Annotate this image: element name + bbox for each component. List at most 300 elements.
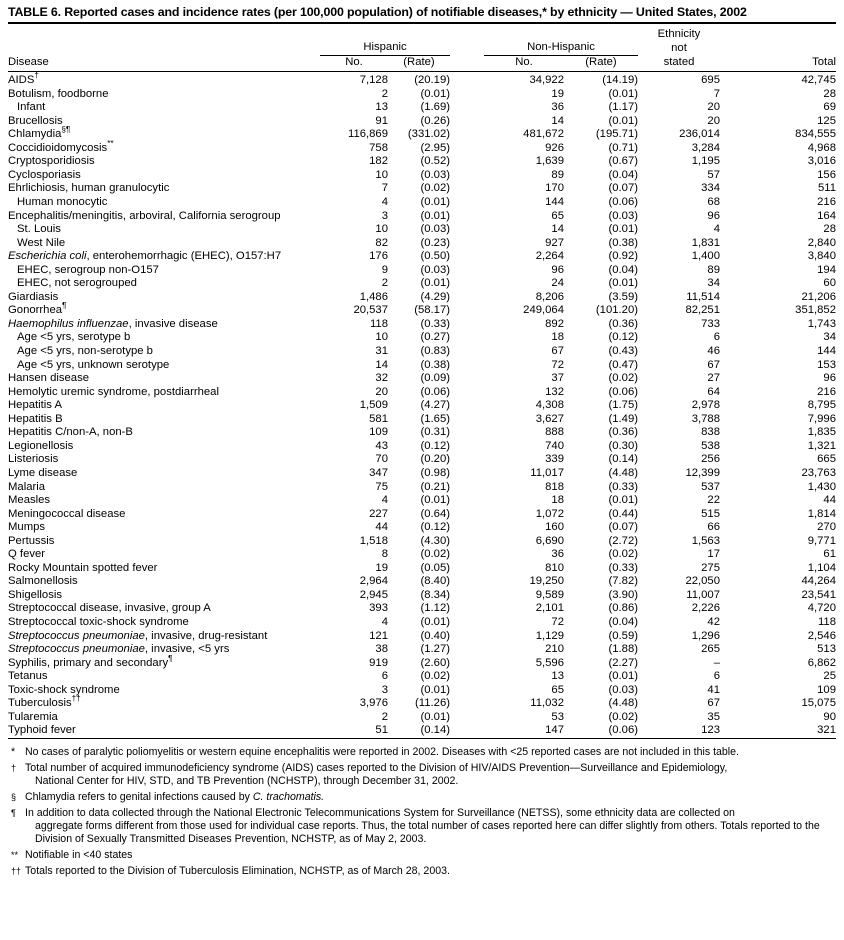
spacer-cell <box>450 250 484 264</box>
table-row <box>8 413 836 427</box>
non-hispanic-no-cell: 11,032 <box>530 697 564 710</box>
hispanic-rate-cell: (0.03) <box>420 263 450 276</box>
ethnicity-not-stated-cell: 67 <box>707 697 720 710</box>
column-header-non-hispanic-no: No. <box>515 55 533 68</box>
footnote-text: Notifiable in <40 states <box>25 848 133 861</box>
non-hispanic-no-cell: 65 <box>551 209 564 222</box>
total-cell: 90 <box>823 710 836 723</box>
ethnicity-not-stated-cell: 275 <box>701 561 720 574</box>
table-body <box>8 71 836 738</box>
disease-name-cell: Tularemia <box>8 710 58 723</box>
hispanic-no-cell: 1,486 <box>359 290 388 303</box>
ethnicity-not-stated-cell: 236,014 <box>679 128 720 141</box>
hispanic-no-cell: 4 <box>381 615 388 628</box>
non-hispanic-rate-cell: (0.38) <box>608 236 638 249</box>
hispanic-rate-cell: (0.05) <box>420 561 450 574</box>
total-cell: 164 <box>817 209 836 222</box>
group-header-hispanic: Hispanic <box>320 41 450 55</box>
non-hispanic-no-cell: 6,690 <box>535 534 564 547</box>
table-row <box>8 88 836 102</box>
hispanic-no-cell: 38 <box>375 643 388 656</box>
footnote-marker: ¶ <box>11 807 16 818</box>
ethnicity-not-stated-line2: not <box>671 41 687 54</box>
hispanic-no-cell: 2,945 <box>359 588 388 601</box>
disease-name-cell: Giardiasis <box>8 290 59 303</box>
hispanic-no-cell: 109 <box>369 426 388 439</box>
disease-name-cell: Salmonellosis <box>8 575 78 588</box>
spacer-cell <box>450 657 484 671</box>
table-row <box>8 115 836 129</box>
spacer-cell <box>450 237 484 251</box>
ethnicity-not-stated-cell: 334 <box>701 182 720 195</box>
ethnicity-not-stated-cell: 1,195 <box>691 155 720 168</box>
hispanic-no-cell: 14 <box>375 358 388 371</box>
column-header-row <box>8 55 836 69</box>
non-hispanic-no-cell: 53 <box>551 710 564 723</box>
spacer-cell <box>450 128 484 142</box>
spacer-cell <box>450 548 484 562</box>
non-hispanic-no-cell: 18 <box>551 331 564 344</box>
non-hispanic-rate-cell: (2.27) <box>608 656 638 669</box>
non-hispanic-no-cell: 160 <box>545 521 564 534</box>
table-header <box>8 24 836 74</box>
disease-name-cell: Escherichia coli, enterohemorrhagic (EHEC), O157:H7 <box>8 250 282 263</box>
table-row <box>8 399 836 413</box>
table-row <box>8 684 836 698</box>
spacer-cell <box>450 372 484 386</box>
spacer-cell <box>450 521 484 535</box>
non-hispanic-rate-cell: (4.48) <box>608 697 638 710</box>
non-hispanic-no-cell: 72 <box>551 615 564 628</box>
spacer-cell <box>450 399 484 413</box>
total-cell: 34 <box>823 331 836 344</box>
ethnicity-not-stated-cell: 67 <box>707 358 720 371</box>
ethnicity-not-stated-cell: 1,563 <box>691 534 720 547</box>
non-hispanic-no-cell: 888 <box>545 426 564 439</box>
hispanic-rate-cell: (0.14) <box>420 724 450 737</box>
footnote-text: Total number of acquired immunodeficiency syndrome (AIDS) cases reported to the Division of HIV/AIDS Prevention—Surveillance and Epidemiology, National Center for HIV, STD, and TB Prevention (NCHSTP), through December 31, 2002. <box>25 762 836 788</box>
non-hispanic-no-cell: 36 <box>551 101 564 114</box>
hispanic-rate-cell: (0.01) <box>420 209 450 222</box>
ethnicity-not-stated-cell: 515 <box>701 507 720 520</box>
spacer-cell <box>450 413 484 427</box>
table-row <box>8 250 836 264</box>
total-cell: 2,840 <box>807 236 836 249</box>
footnote-continuation: National Center for HIV, STD, and TB Prevention (NCHSTP), through December 31, 2002. <box>35 775 459 788</box>
hispanic-rate-cell: (1.65) <box>420 412 450 425</box>
hispanic-no-cell: 9 <box>381 263 388 276</box>
total-cell: 60 <box>823 277 836 290</box>
total-cell: 1,743 <box>807 317 836 330</box>
hispanic-no-cell: 2 <box>381 710 388 723</box>
spacer-cell <box>450 426 484 440</box>
non-hispanic-rate-cell: (0.14) <box>608 453 638 466</box>
non-hispanic-no-cell: 927 <box>545 236 564 249</box>
ethnicity-not-stated-cell: 1,400 <box>691 250 720 263</box>
ethnicity-not-stated-cell: 3,284 <box>691 141 720 154</box>
table-row <box>8 210 836 224</box>
header-spacer-row <box>8 24 836 41</box>
table-row <box>8 643 836 657</box>
table-row <box>8 101 836 115</box>
disease-name-cell: Chlamydia§¶ <box>8 125 71 141</box>
hispanic-no-cell: 4 <box>381 494 388 507</box>
total-cell: 3,840 <box>807 250 836 263</box>
bottom-rule <box>8 738 836 739</box>
footnote-item <box>8 791 836 804</box>
spacer-cell <box>450 264 484 278</box>
table-row <box>8 508 836 522</box>
spacer-cell <box>450 508 484 522</box>
ethnicity-not-stated-cell: 35 <box>707 710 720 723</box>
disease-name-cell: Q fever <box>8 548 46 561</box>
total-cell: 44 <box>823 494 836 507</box>
disease-name-cell: Age <5 yrs, unknown serotype <box>17 358 170 371</box>
species-italic: Haemophilus influenzae <box>8 317 129 330</box>
non-hispanic-no-cell: 11,017 <box>530 466 564 479</box>
footnote-marker: ¶ <box>62 301 67 311</box>
disease-name-cell: Age <5 yrs, serotype b <box>17 331 131 344</box>
footnote-text: Totals reported to the Division of Tuberculosis Elimination, NCHSTP, as of March 28, 2003. <box>25 864 450 877</box>
total-cell: 216 <box>817 385 836 398</box>
total-cell: 2,546 <box>807 629 836 642</box>
table-row <box>8 535 836 549</box>
species-italic: Streptococcus pneumoniae <box>8 643 145 656</box>
total-cell: 4,720 <box>807 602 836 615</box>
ethnicity-not-stated-cell: 695 <box>701 74 720 87</box>
hispanic-no-cell: 82 <box>375 236 388 249</box>
ethnicity-not-stated-cell: 27 <box>707 372 720 385</box>
disease-name-cell: Haemophilus influenzae, invasive disease <box>8 317 218 330</box>
non-hispanic-rate-cell: (0.03) <box>608 683 638 696</box>
total-cell: 109 <box>817 683 836 696</box>
ethnicity-not-stated-cell: 20 <box>707 114 720 127</box>
non-hispanic-rate-cell: (2.72) <box>608 534 638 547</box>
column-header-non-hispanic-rate: (Rate) <box>585 55 617 68</box>
hispanic-rate-cell: (0.03) <box>420 168 450 181</box>
non-hispanic-rate-cell: (1.75) <box>608 399 638 412</box>
hispanic-no-cell: 1,518 <box>359 534 388 547</box>
non-hispanic-rate-cell: (1.88) <box>608 643 638 656</box>
hispanic-rate-cell: (0.20) <box>420 453 450 466</box>
non-hispanic-rate-cell: (0.06) <box>608 724 638 737</box>
non-hispanic-rate-cell: (0.04) <box>608 263 638 276</box>
disease-name-cell: Shigellosis <box>8 588 63 601</box>
disease-name-cell: Pertussis <box>8 534 55 547</box>
ethnicity-not-stated-cell: 12,399 <box>685 466 720 479</box>
ethnicity-not-stated-cell: 3,788 <box>691 412 720 425</box>
total-cell: 270 <box>817 521 836 534</box>
hispanic-rate-cell: (0.33) <box>420 317 450 330</box>
hispanic-rate-cell: (0.50) <box>420 250 450 263</box>
hispanic-no-cell: 75 <box>375 480 388 493</box>
non-hispanic-no-cell: 67 <box>551 345 564 358</box>
footnote-marker: ** <box>11 849 19 860</box>
non-hispanic-no-cell: 926 <box>545 141 564 154</box>
non-hispanic-no-cell: 892 <box>545 317 564 330</box>
column-header-ethnicity-not-stated: stated <box>663 55 695 68</box>
species-italic: Streptococcus pneumoniae <box>8 629 145 642</box>
ethnicity-not-stated-cell: 20 <box>707 101 720 114</box>
ethnicity-not-stated-cell: 1,831 <box>691 236 720 249</box>
spacer-cell <box>450 670 484 684</box>
total-cell: 321 <box>817 724 836 737</box>
hispanic-rate-cell: (4.27) <box>420 399 450 412</box>
table-row <box>8 196 836 210</box>
disease-name-cell: Hepatitis B <box>8 412 63 425</box>
hispanic-rate-cell: (0.31) <box>420 426 450 439</box>
hispanic-rate-cell: (2.60) <box>420 656 450 669</box>
table-row <box>8 724 836 738</box>
non-hispanic-rate-cell: (0.86) <box>608 602 638 615</box>
disease-name-cell: Syphilis, primary and secondary¶ <box>8 653 173 669</box>
hispanic-rate-cell: (0.03) <box>420 223 450 236</box>
hispanic-no-cell: 7 <box>381 182 388 195</box>
ethnicity-not-stated-cell: 838 <box>701 426 720 439</box>
non-hispanic-no-cell: 210 <box>545 643 564 656</box>
total-cell: 23,763 <box>801 466 836 479</box>
disease-name-cell: Streptococcal disease, invasive, group A <box>8 602 211 615</box>
table-row <box>8 630 836 644</box>
total-cell: 28 <box>823 223 836 236</box>
ethnicity-not-stated-cell: 2,978 <box>691 399 720 412</box>
hispanic-rate-cell: (11.26) <box>415 697 450 710</box>
total-cell: 69 <box>823 101 836 114</box>
disease-name-cell: Measles <box>8 494 51 507</box>
ethnicity-not-stated-cell: 1,296 <box>691 629 720 642</box>
spacer-cell <box>450 453 484 467</box>
ethnicity-not-stated-cell: 2,226 <box>691 602 720 615</box>
table-row <box>8 467 836 481</box>
footnote-item <box>8 849 836 862</box>
total-cell: 156 <box>817 168 836 181</box>
spacer-cell <box>450 386 484 400</box>
column-header-total: Total <box>812 55 836 68</box>
non-hispanic-rate-cell: (0.44) <box>608 507 638 520</box>
hispanic-rate-cell: (0.01) <box>420 494 450 507</box>
non-hispanic-rate-cell: (1.17) <box>608 101 638 114</box>
spacer-cell <box>450 331 484 345</box>
disease-name-cell: Legionellosis <box>8 439 74 452</box>
hispanic-rate-cell: (0.01) <box>420 277 450 290</box>
non-hispanic-no-cell: 810 <box>545 561 564 574</box>
hispanic-no-cell: 176 <box>369 250 388 263</box>
hispanic-rate-cell: (0.21) <box>420 480 450 493</box>
disease-name-cell: Streptococcus pneumoniae, invasive, drug-resistant <box>8 629 268 642</box>
hispanic-no-cell: 393 <box>369 602 388 615</box>
spacer-cell <box>450 210 484 224</box>
hispanic-rate-cell: (0.12) <box>420 521 450 534</box>
disease-name-cell: Brucellosis <box>8 114 63 127</box>
table-row <box>8 562 836 576</box>
total-cell: 1,814 <box>807 507 836 520</box>
non-hispanic-rate-cell: (0.01) <box>608 494 638 507</box>
non-hispanic-no-cell: 19,250 <box>529 575 564 588</box>
non-hispanic-rate-cell: (195.71) <box>595 128 638 141</box>
species-italic: Escherichia coli <box>8 250 87 263</box>
hispanic-no-cell: 43 <box>375 439 388 452</box>
disease-name-cell: Hepatitis C/non-A, non-B <box>8 426 133 439</box>
disease-name-cell: Age <5 yrs, non-serotype b <box>17 345 153 358</box>
spacer-cell <box>450 88 484 102</box>
disease-name-cell: Human monocytic <box>17 196 108 209</box>
table-row <box>8 386 836 400</box>
total-cell: 28 <box>823 87 836 100</box>
table-row <box>8 264 836 278</box>
non-hispanic-no-cell: 481,672 <box>523 128 564 141</box>
hispanic-rate-cell: (0.01) <box>420 196 450 209</box>
spacer-cell <box>450 155 484 169</box>
non-hispanic-no-cell: 14 <box>551 114 564 127</box>
ethnicity-not-stated-cell: 11,514 <box>686 290 720 303</box>
disease-name-cell: AIDS† <box>8 71 39 87</box>
table-row <box>8 602 836 616</box>
hispanic-no-cell: 182 <box>369 155 388 168</box>
non-hispanic-no-cell: 65 <box>551 683 564 696</box>
ethnicity-not-stated-cell: 17 <box>707 548 720 561</box>
non-hispanic-rate-cell: (0.01) <box>608 87 638 100</box>
non-hispanic-rate-cell: (0.07) <box>608 521 638 534</box>
non-hispanic-rate-cell: (0.36) <box>608 317 638 330</box>
non-hispanic-rate-cell: (3.90) <box>608 588 638 601</box>
non-hispanic-rate-cell: (7.82) <box>608 575 638 588</box>
total-cell: 1,104 <box>807 561 836 574</box>
spacer-cell <box>450 481 484 495</box>
hispanic-no-cell: 227 <box>369 507 388 520</box>
hispanic-no-cell: 581 <box>369 412 388 425</box>
disease-name-cell: Mumps <box>8 521 46 534</box>
spacer-cell <box>450 684 484 698</box>
total-cell: 1,321 <box>807 439 836 452</box>
non-hispanic-no-cell: 89 <box>551 168 564 181</box>
non-hispanic-rate-cell: (0.36) <box>608 426 638 439</box>
non-hispanic-no-cell: 1,639 <box>535 155 564 168</box>
hispanic-rate-cell: (0.52) <box>420 155 450 168</box>
spacer-cell <box>450 74 484 88</box>
hispanic-no-cell: 3 <box>381 209 388 222</box>
ethnicity-not-stated-cell: 256 <box>701 453 720 466</box>
non-hispanic-rate-cell: (0.12) <box>608 331 638 344</box>
non-hispanic-rate-cell: (0.59) <box>608 629 638 642</box>
non-hispanic-no-cell: 740 <box>545 439 564 452</box>
footnote-text: In addition to data collected through the National Electronic Telecommunications System for Surveillance (NETSS), some ethnicity data are collected on aggregate forms different from those used for individual case reports. Thus, the total number of cases reported here can differ slightly from others. Totals reported to the Division of Sexually Transmitted Diseases Prevention, NCHSTP, as of May 2, 2003. <box>25 807 836 847</box>
disease-name-cell: Streptococcus pneumoniae, invasive, <5 yrs <box>8 643 230 656</box>
hispanic-no-cell: 121 <box>369 629 388 642</box>
non-hispanic-rate-cell: (0.06) <box>608 385 638 398</box>
table-row <box>8 291 836 305</box>
hispanic-rate-cell: (0.02) <box>420 548 450 561</box>
non-hispanic-no-cell: 24 <box>551 277 564 290</box>
footnote-item <box>8 807 836 847</box>
non-hispanic-rate-cell: (0.01) <box>608 670 638 683</box>
total-cell: 8,795 <box>807 399 836 412</box>
disease-name-cell: EHEC, not serogrouped <box>17 277 137 290</box>
ethnicity-not-stated-cell: 22 <box>707 494 720 507</box>
spacer-cell <box>450 602 484 616</box>
total-cell: 1,430 <box>807 480 836 493</box>
hispanic-rate-cell: (58.17) <box>414 304 450 317</box>
hispanic-no-cell: 7,128 <box>359 74 388 87</box>
spacer-cell <box>450 575 484 589</box>
hispanic-rate-cell: (0.06) <box>420 385 450 398</box>
footnote-marker: †† <box>71 694 81 704</box>
total-cell: 4,968 <box>807 141 836 154</box>
ethnicity-not-stated-cell: 123 <box>701 724 720 737</box>
hispanic-no-cell: 3,976 <box>359 697 388 710</box>
non-hispanic-no-cell: 2,264 <box>535 250 564 263</box>
ethnicity-not-stated-cell: 96 <box>707 209 720 222</box>
hispanic-no-cell: 347 <box>369 466 388 479</box>
footnote-text: Chlamydia refers to genital infections caused by C. trachomatis. <box>25 791 325 803</box>
ethnicity-not-stated-cell: 7 <box>713 87 720 100</box>
total-cell: 351,852 <box>795 304 836 317</box>
non-hispanic-no-cell: 13 <box>551 670 564 683</box>
spacer-cell <box>450 616 484 630</box>
hispanic-no-cell: 10 <box>375 223 388 236</box>
hispanic-no-cell: 758 <box>369 141 388 154</box>
hispanic-no-cell: 2 <box>381 277 388 290</box>
table-row <box>8 169 836 183</box>
non-hispanic-no-cell: 249,064 <box>523 304 564 317</box>
hispanic-no-cell: 8 <box>381 548 388 561</box>
spacer-cell <box>450 291 484 305</box>
spacer-cell <box>450 196 484 210</box>
ethnicity-not-stated-cell: 265 <box>701 643 720 656</box>
hispanic-no-cell: 91 <box>375 114 388 127</box>
non-hispanic-no-cell: 34,922 <box>529 74 564 87</box>
total-cell: 194 <box>817 263 836 276</box>
non-hispanic-no-cell: 132 <box>545 385 564 398</box>
hispanic-no-cell: 20,537 <box>353 304 388 317</box>
spacer-cell <box>450 562 484 576</box>
disease-name-cell: Botulism, foodborne <box>8 87 109 100</box>
disease-name-cell: Gonorrhea¶ <box>8 301 67 317</box>
non-hispanic-rate-cell: (0.30) <box>608 439 638 452</box>
non-hispanic-rate-cell: (4.48) <box>608 466 638 479</box>
total-cell: 9,771 <box>807 534 836 547</box>
ethnicity-not-stated-cell: 22,050 <box>685 575 720 588</box>
total-cell: 125 <box>817 114 836 127</box>
disease-name-cell: Tuberculosis†† <box>8 694 81 710</box>
disease-name-cell: Hansen disease <box>8 372 90 385</box>
disease-name-cell: Infant <box>17 101 46 114</box>
disease-name-cell: Tetanus <box>8 670 48 683</box>
non-hispanic-rate-cell: (0.01) <box>608 223 638 236</box>
footnotes <box>8 746 836 877</box>
table-row <box>8 304 836 318</box>
spacer-cell <box>450 724 484 738</box>
hispanic-rate-cell: (0.01) <box>420 615 450 628</box>
ethnicity-not-stated-cell: 6 <box>713 331 720 344</box>
total-cell: 118 <box>817 615 836 628</box>
spacer-cell <box>450 711 484 725</box>
non-hispanic-rate-cell: (14.19) <box>602 74 638 87</box>
total-cell: 513 <box>817 643 836 656</box>
table-row <box>8 331 836 345</box>
non-hispanic-no-cell: 9,589 <box>535 588 564 601</box>
total-cell: 1,835 <box>807 426 836 439</box>
spacer-cell <box>450 440 484 454</box>
hispanic-rate-cell: (1.69) <box>420 101 450 114</box>
disease-name-cell: Cyclosporiasis <box>8 168 81 181</box>
table-row <box>8 237 836 251</box>
hispanic-rate-cell: (0.27) <box>420 331 450 344</box>
hispanic-rate-cell: (0.12) <box>420 439 450 452</box>
hispanic-rate-cell: (0.98) <box>420 466 450 479</box>
ethnicity-not-stated-cell: 538 <box>701 439 720 452</box>
non-hispanic-rate-cell: (0.02) <box>608 710 638 723</box>
species-italic: C. trachomatis. <box>252 791 325 803</box>
